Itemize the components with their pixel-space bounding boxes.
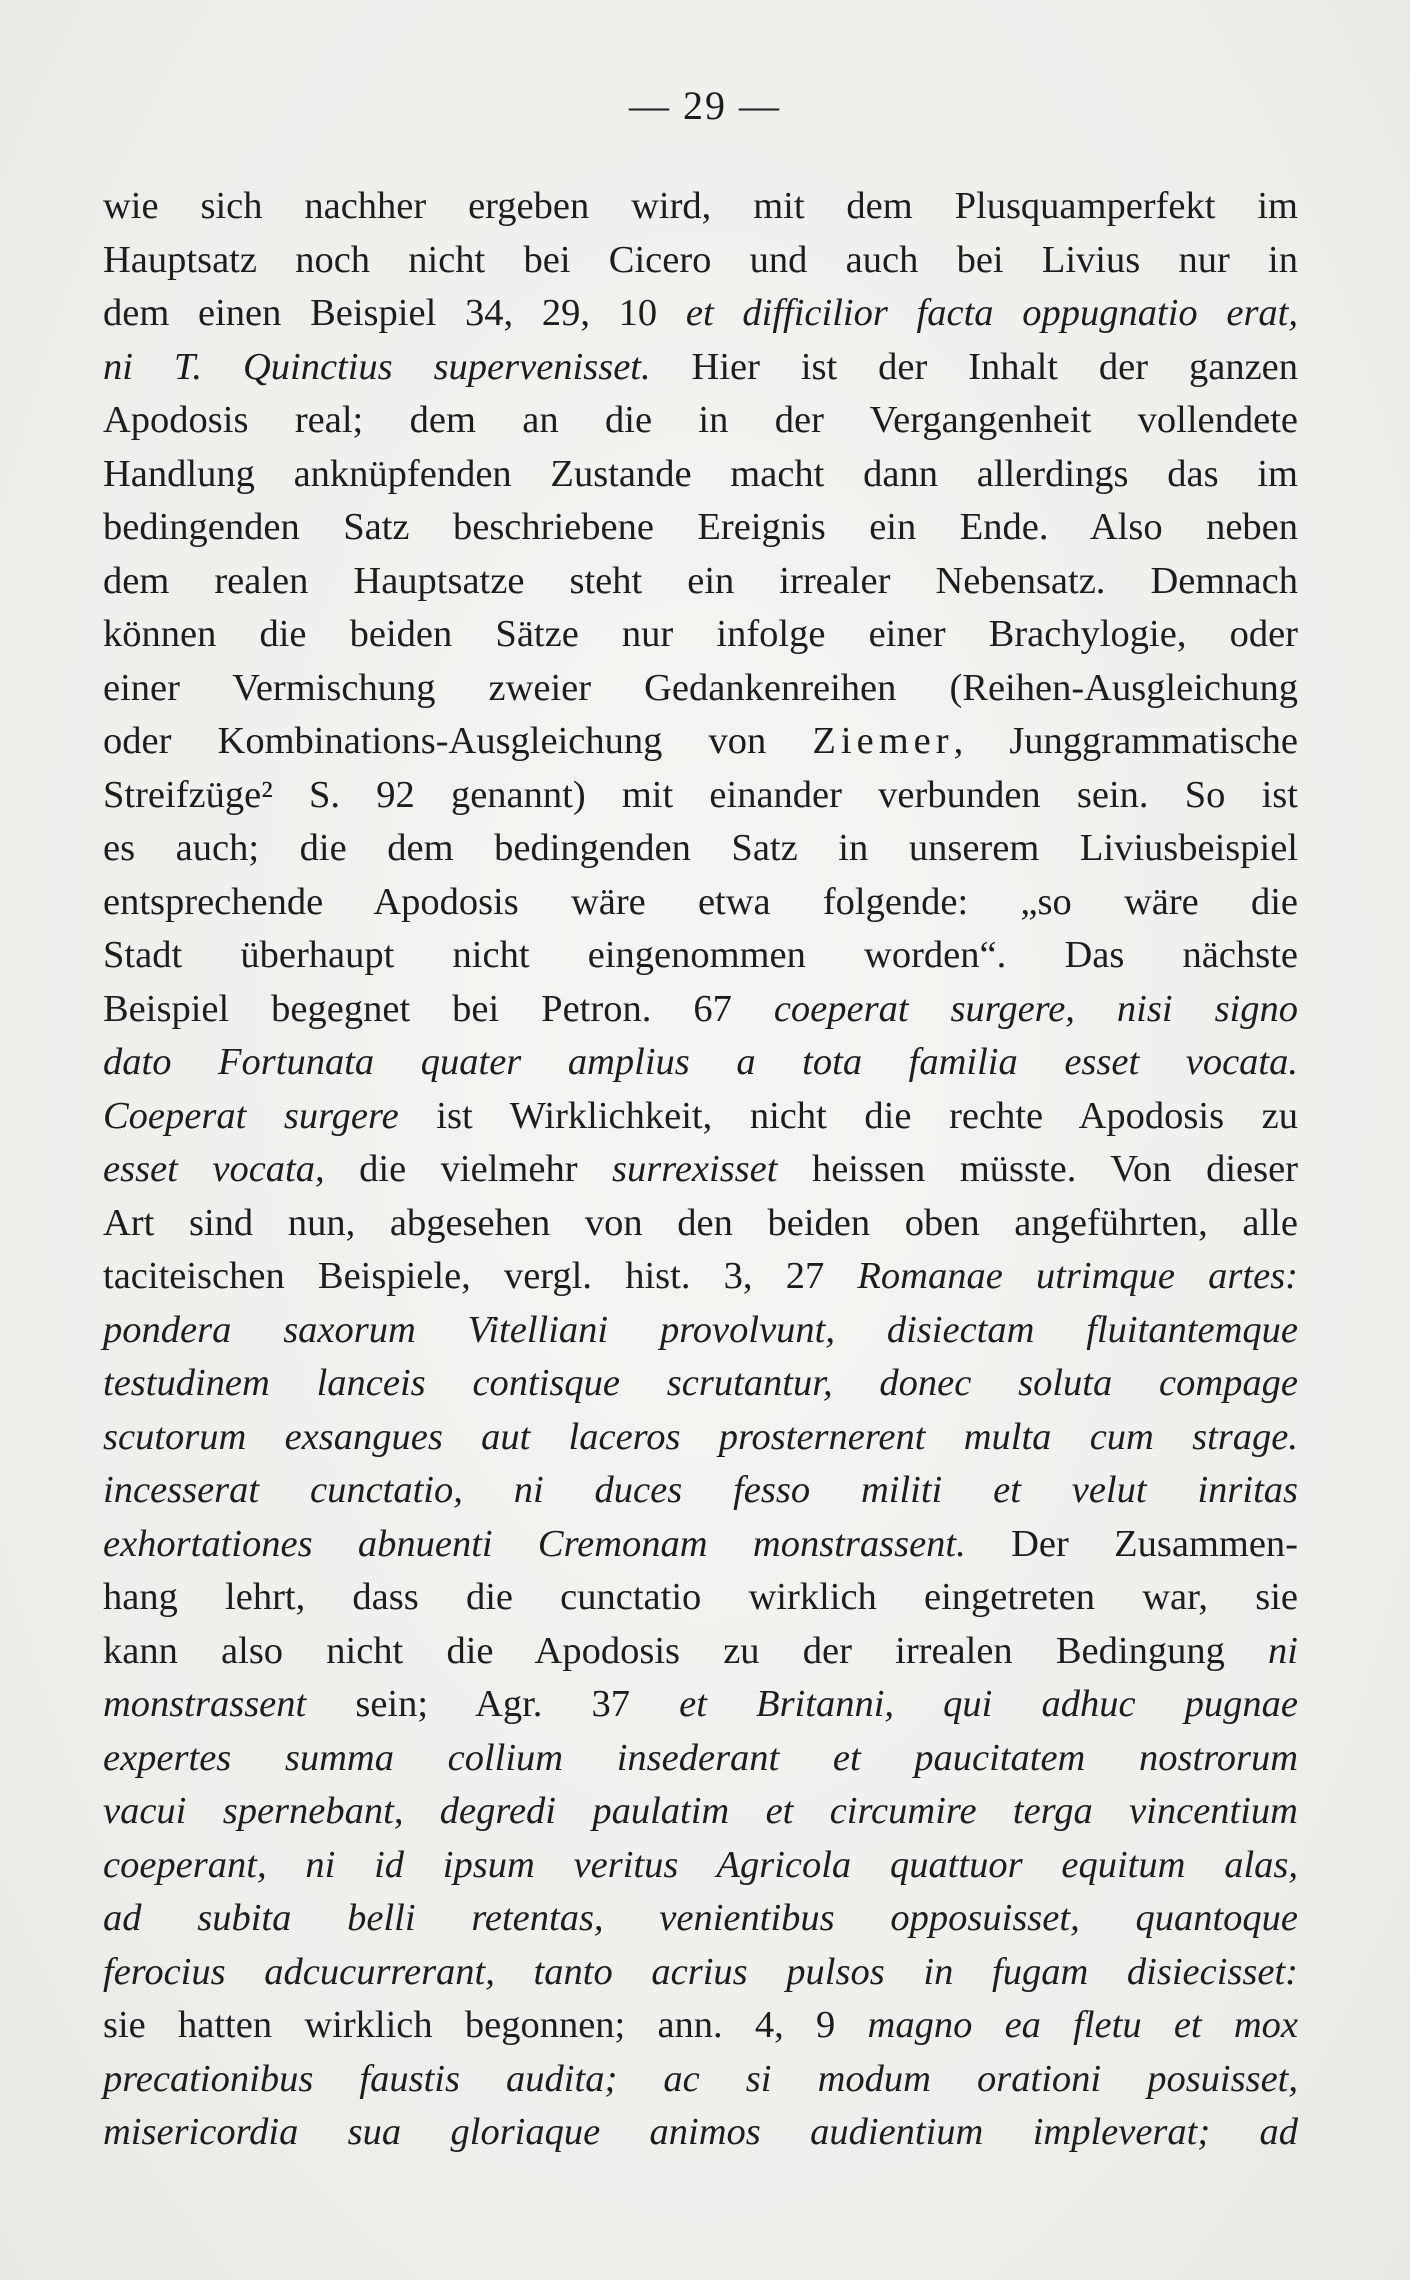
text-segment: Hauptsatz noch nicht bei Cicero und auch bei Livius nur in	[103, 238, 1298, 281]
text-line	[103, 1250, 1298, 1304]
text-segment: die vielmehr	[324, 1148, 613, 1190]
italic-latin-text: exhortationes abnuenti Cremonam monstrassent.	[103, 1522, 966, 1565]
text-line	[103, 180, 1298, 234]
text-segment: es auch; die dem bedingenden Satz in unserem Liviusbeispiel	[103, 827, 1298, 869]
text-line	[103, 1304, 1298, 1358]
text-line	[103, 287, 1298, 341]
text-segment: sein; Agr. 37	[306, 1683, 680, 1725]
text-segment: können die beiden Sätze nur infolge einer Brachylogie, oder	[103, 613, 1298, 655]
text-line	[103, 983, 1298, 1037]
text-segment: Handlung anknüpfenden Zustande macht dann allerdings das im	[103, 452, 1298, 495]
text-segment: entsprechende Apodosis wäre etwa folgende: „so wäre die	[103, 880, 1298, 923]
italic-latin-text: et Britanni, qui adhuc pugnae	[679, 1683, 1298, 1725]
italic-latin-text: surrexisset	[612, 1148, 778, 1190]
text-segment: oder Kombinations-Ausgleichung von	[103, 720, 813, 762]
text-line	[103, 501, 1298, 555]
text-line	[103, 1946, 1298, 2000]
text-line	[103, 608, 1298, 662]
text-line	[103, 876, 1298, 930]
text-line	[103, 1357, 1298, 1411]
text-line	[103, 1036, 1298, 1090]
text-line	[103, 1732, 1298, 1786]
text-segment: hang lehrt, dass die cunctatio wirklich eingetreten war, sie	[103, 1576, 1298, 1618]
text-line	[103, 1518, 1298, 1572]
text-line	[103, 769, 1298, 823]
text-segment: Stadt überhaupt nicht eingenommen worden“. Das nächste	[103, 934, 1298, 976]
text-line	[103, 234, 1298, 288]
text-line	[103, 1625, 1298, 1679]
text-segment: Hier ist der Inhalt der ganzen	[650, 345, 1298, 388]
page-number: — 29 —	[629, 83, 781, 128]
text-line	[103, 1143, 1298, 1197]
text-line	[103, 1411, 1298, 1465]
text-segment: Beispiel begegnet bei Petron. 67	[103, 987, 774, 1030]
text-segment: Ziemer	[812, 720, 954, 762]
text-line	[103, 822, 1298, 876]
italic-latin-text: ni T. Quinctius supervenisset.	[103, 345, 651, 388]
text-segment: Der Zusammen-	[965, 1522, 1298, 1565]
text-line	[103, 555, 1298, 609]
text-line	[103, 1999, 1298, 2053]
text-line	[103, 448, 1298, 502]
text-segment: kann also nicht die Apodosis zu der irrealen Bedingung	[103, 1629, 1269, 1672]
text-line	[103, 1839, 1298, 1893]
italic-latin-text: precationibus faustis audita; ac si modum orationi posuisset,	[103, 2057, 1298, 2100]
text-line	[103, 1892, 1298, 1946]
body-text	[103, 180, 1298, 2160]
italic-latin-text: Romanae utrimque artes:	[857, 1255, 1298, 1297]
text-line	[103, 1090, 1298, 1144]
italic-latin-text: coeperat surgere, nisi signo	[773, 987, 1298, 1030]
italic-latin-text: vacui spernebant, degredi paulatim et circumire terga vincentium	[103, 1790, 1298, 1832]
text-line	[103, 662, 1298, 716]
text-line	[103, 1785, 1298, 1839]
text-line	[103, 2106, 1298, 2160]
text-line	[103, 1197, 1298, 1251]
text-segment: ist Wirklichkeit, nicht die rechte Apodosis zu	[398, 1094, 1298, 1137]
text-segment: Streifzüge² S. 92 genannt) mit einander verbunden sein. So ist	[103, 773, 1298, 816]
text-segment: Art sind nun, abgesehen von den beiden oben angeführten, alle	[103, 1201, 1298, 1244]
text-segment: wie sich nachher ergeben wird, mit dem Plusquamperfekt im	[103, 185, 1298, 227]
text-line	[103, 2053, 1298, 2107]
text-segment: heissen müsste. Von dieser	[777, 1148, 1299, 1190]
italic-latin-text: testudinem lanceis contisque scrutantur, donec soluta compage	[103, 1362, 1298, 1404]
italic-latin-text: Coeperat surgere	[103, 1094, 399, 1137]
italic-latin-text: dato Fortunata quater amplius a tota familia esset vocata.	[103, 1041, 1298, 1083]
italic-latin-text: incesserat cunctatio, ni duces fesso militi et velut inritas	[103, 1469, 1298, 1511]
text-line	[103, 394, 1298, 448]
italic-latin-text: ni	[1268, 1629, 1298, 1672]
text-segment: bedingenden Satz beschriebene Ereignis ein Ende. Also neben	[103, 506, 1298, 548]
text-line	[103, 715, 1298, 769]
text-line	[103, 1678, 1298, 1732]
text-segment: sie hatten wirklich begonnen; ann. 4, 9	[103, 2004, 868, 2046]
text-segment: Apodosis real; dem an die in der Vergangenheit vollendete	[103, 399, 1298, 441]
text-line	[103, 341, 1298, 395]
text-line	[103, 1571, 1298, 1625]
italic-latin-text: et difficilior facta oppugnatio erat,	[685, 292, 1299, 334]
italic-latin-text: expertes summa collium insederant et paucitatem nostrorum	[103, 1736, 1298, 1779]
italic-latin-text: ferocius adcucurrerant, tanto acrius pulsos in fugam disiecisset:	[103, 1950, 1298, 1993]
text-segment: , Junggrammatische	[953, 720, 1298, 762]
text-line	[103, 929, 1298, 983]
italic-latin-text: pondera saxorum Vitelliani provolvunt, disiectam fluitantemque	[103, 1308, 1298, 1351]
text-segment: einer Vermischung zweier Gedankenreihen (Reihen-Ausgleichung	[103, 666, 1298, 709]
text-segment: taciteischen Beispiele, vergl. hist. 3, 27	[103, 1255, 858, 1297]
italic-latin-text: scutorum exsangues aut laceros prosternerent multa cum strage.	[103, 1415, 1298, 1458]
italic-latin-text: esset vocata,	[103, 1148, 325, 1190]
italic-latin-text: misericordia sua gloriaque animos audientium impleverat; ad	[103, 2111, 1298, 2153]
text-segment: dem einen Beispiel 34, 29, 10	[103, 292, 686, 334]
text-line	[103, 1464, 1298, 1518]
text-segment: dem realen Hauptsatze steht ein irrealer Nebensatz. Demnach	[103, 559, 1298, 602]
italic-latin-text: ad subita belli retentas, venientibus opposuisset, quantoque	[103, 1897, 1298, 1939]
italic-latin-text: magno ea fletu et mox	[867, 2004, 1298, 2046]
italic-latin-text: coeperant, ni id ipsum veritus Agricola quattuor equitum alas,	[103, 1843, 1298, 1886]
italic-latin-text: monstrassent	[103, 1683, 307, 1725]
